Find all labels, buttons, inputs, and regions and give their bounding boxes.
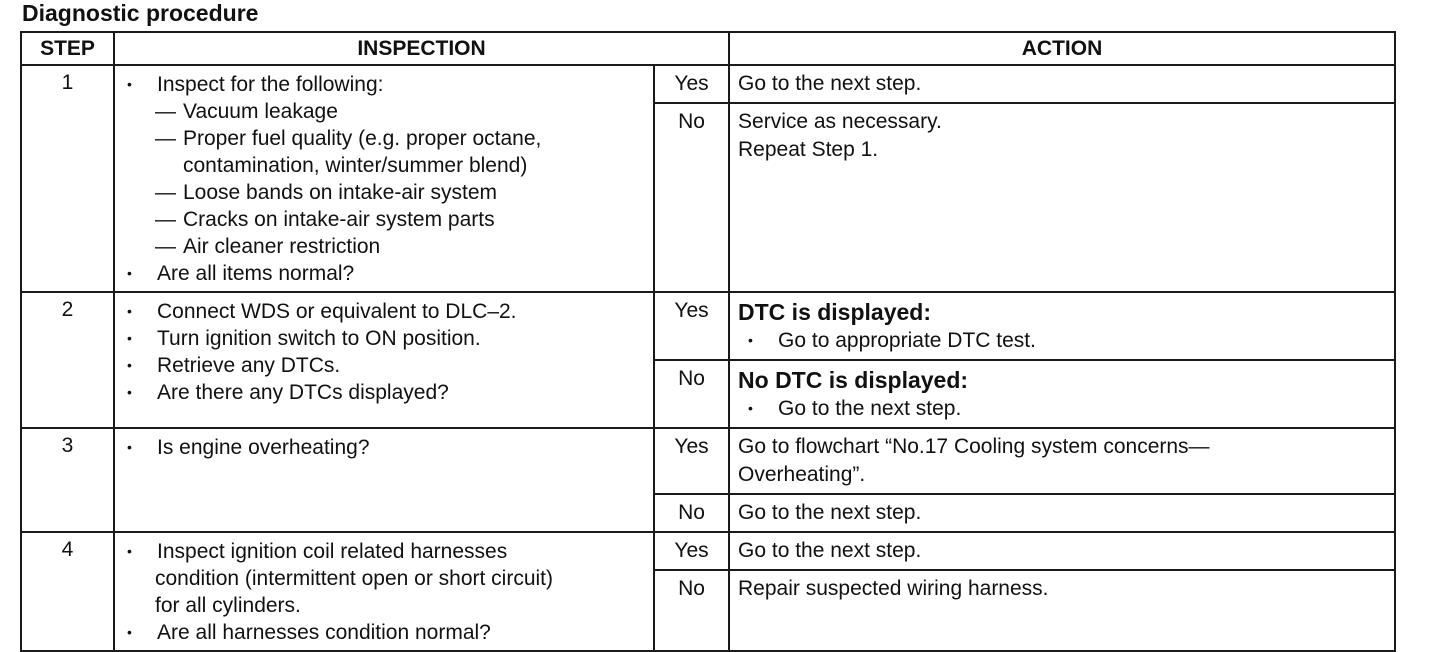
dash-icon: —: [155, 235, 176, 258]
inspection-text: Turn ignition switch to ON position.: [157, 327, 481, 350]
no-action: Go to the next step.: [729, 494, 1395, 532]
step-number: 1: [21, 65, 114, 292]
inspection-subtext-cont: contamination, winter/summer blend): [183, 154, 528, 177]
yes-action: [729, 428, 1395, 494]
bullet-icon: •: [127, 439, 132, 455]
step-number: 2: [21, 292, 114, 428]
inspection-subitem: [125, 206, 645, 233]
inspection-text: Inspect for the following:: [157, 73, 384, 96]
dash-icon: —: [155, 208, 176, 231]
yes-label: Yes: [654, 532, 729, 570]
action-text: Go to the next step.: [778, 397, 962, 420]
action-item: [738, 395, 1386, 423]
action-item: [738, 327, 1386, 355]
step-2-yes-row: [21, 292, 1395, 360]
inspection-text: Are all harnesses condition normal?: [157, 621, 491, 644]
inspection-subtext: Vacuum leakage: [183, 100, 338, 123]
bullet-icon: •: [127, 330, 132, 346]
inspection-subitem: [125, 233, 645, 260]
yes-action: [729, 292, 1395, 360]
action-text: Go to appropriate DTC test.: [778, 329, 1036, 352]
step-2-inspection: [114, 292, 654, 428]
page-title: Diagnostic procedure: [22, 0, 259, 26]
yes-label: Yes: [654, 65, 729, 103]
inspection-item: [125, 298, 645, 325]
no-action: Repair suspected wiring harness.: [729, 570, 1395, 651]
bullet-icon: •: [127, 384, 132, 400]
no-label: No: [654, 494, 729, 532]
action-heading: No DTC is displayed:: [738, 367, 969, 393]
inspection-item: [125, 434, 645, 461]
header-row: [21, 32, 1395, 65]
step-number: 3: [21, 428, 114, 532]
inspection-subitem: [125, 98, 645, 125]
inspection-subitem: [125, 125, 645, 152]
no-action: [729, 360, 1395, 428]
yes-label: Yes: [654, 428, 729, 494]
inspection-subtext: Proper fuel quality (e.g. proper octane,: [183, 127, 542, 150]
bullet-icon: •: [127, 357, 132, 373]
step-3-yes-row: [21, 428, 1395, 494]
inspection-text: Is engine overheating?: [157, 436, 370, 459]
yes-action: Go to the next step.: [729, 532, 1395, 570]
diagnostic-table: [20, 31, 1396, 652]
action-heading: DTC is displayed:: [738, 299, 931, 325]
step-4-yes-row: [21, 532, 1395, 570]
bullet-icon: •: [127, 543, 132, 559]
step-4-inspection: [114, 532, 654, 651]
bullet-icon: •: [127, 303, 132, 319]
action-line: Repeat Step 1.: [738, 138, 879, 162]
inspection-subtext: Cracks on intake-air system parts: [183, 208, 495, 231]
header-inspection: INSPECTION: [114, 32, 729, 65]
header-step: STEP: [21, 32, 114, 65]
bullet-icon: •: [748, 400, 753, 416]
inspection-text-cont: condition (intermittent open or short circuit): [155, 567, 554, 590]
dash-icon: —: [155, 127, 176, 150]
inspection-item: [125, 379, 645, 406]
bullet-icon: •: [127, 624, 132, 640]
inspection-subtext: Air cleaner restriction: [183, 235, 381, 258]
inspection-item: [125, 619, 645, 646]
yes-action: Go to the next step.: [729, 65, 1395, 103]
yes-label: Yes: [654, 292, 729, 360]
step-1-yes-row: [21, 65, 1395, 103]
no-action: [729, 103, 1395, 292]
step-3-inspection: [114, 428, 654, 532]
bullet-icon: •: [748, 332, 753, 348]
inspection-subitem: [125, 179, 645, 206]
step-number: 4: [21, 532, 114, 651]
step-1-inspection: [114, 65, 654, 292]
inspection-item: [125, 71, 645, 98]
bullet-icon: •: [127, 76, 132, 92]
action-line: Service as necessary.: [738, 110, 942, 134]
inspection-subtext: Loose bands on intake-air system: [183, 181, 498, 204]
inspection-text: Are all items normal?: [157, 262, 355, 285]
action-line: Go to flowchart “No.17 Cooling system concerns—: [738, 435, 1210, 458]
inspection-text-cont: for all cylinders.: [155, 594, 301, 617]
inspection-item: [125, 352, 645, 379]
no-label: No: [654, 360, 729, 428]
dash-icon: —: [155, 181, 176, 204]
inspection-text: Retrieve any DTCs.: [157, 354, 341, 377]
inspection-text: Are there any DTCs displayed?: [157, 381, 449, 404]
action-line: Overheating”.: [738, 463, 866, 486]
inspection-text: Connect WDS or equivalent to DLC–2.: [157, 300, 517, 323]
inspection-item: [125, 260, 645, 287]
dash-icon: —: [155, 100, 176, 123]
inspection-text: Inspect ignition coil related harnesses: [157, 540, 508, 563]
no-label: No: [654, 570, 729, 651]
bullet-icon: •: [127, 265, 132, 281]
header-action: ACTION: [729, 32, 1395, 65]
inspection-item: [125, 325, 645, 352]
no-label: No: [654, 103, 729, 292]
inspection-item: [125, 538, 645, 565]
